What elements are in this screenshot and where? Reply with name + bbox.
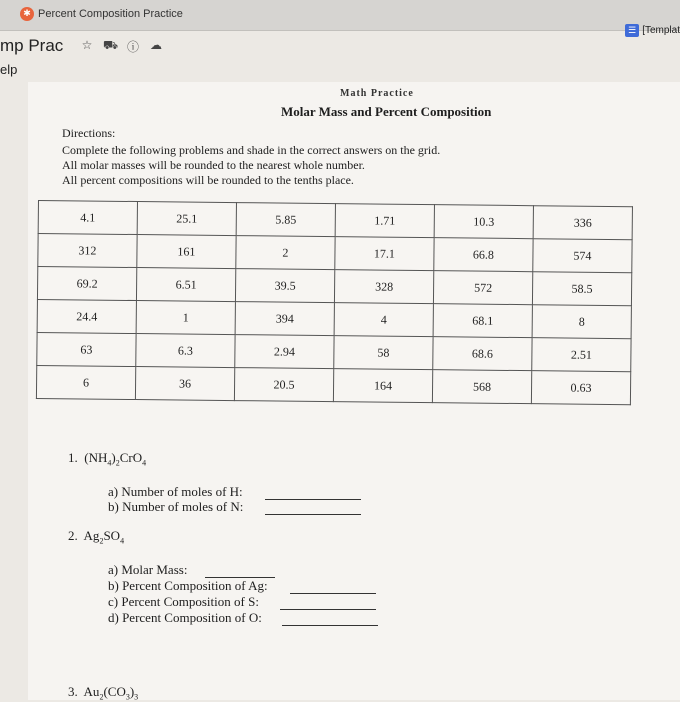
- grid-cell[interactable]: 394: [235, 302, 334, 336]
- template-label: [Templat: [642, 24, 680, 36]
- answer-line[interactable]: [290, 593, 376, 594]
- q1-part-a: a) Number of moles of H:: [108, 484, 243, 499]
- grid-cell[interactable]: 63: [37, 332, 136, 366]
- grid-cell[interactable]: 39.5: [235, 269, 334, 303]
- document-name[interactable]: mp Prac: [0, 36, 64, 55]
- answer-grid: [36, 200, 633, 405]
- grid-cell[interactable]: 4: [334, 303, 433, 337]
- question-number: 3.: [68, 684, 78, 699]
- question-number: 1.: [68, 450, 78, 465]
- worksheet-title: Molar Mass and Percent Composition: [281, 104, 492, 119]
- move-to-drive-icon[interactable]: ⛟: [103, 38, 119, 52]
- grid-cell[interactable]: 328: [334, 270, 433, 304]
- grid-cell[interactable]: 161: [137, 235, 236, 269]
- question-1: [68, 450, 146, 468]
- grid-cell[interactable]: 6.3: [136, 334, 235, 368]
- grid-cell[interactable]: 2: [236, 236, 335, 270]
- grid-cell[interactable]: 20.5: [234, 368, 333, 402]
- grid-cell[interactable]: 572: [433, 271, 532, 305]
- question-3: [68, 684, 138, 702]
- grid-cell[interactable]: 36: [135, 367, 234, 401]
- answer-line[interactable]: [282, 625, 378, 626]
- worksheet-subtitle: Math Practice: [340, 88, 414, 99]
- grid-cell[interactable]: 58: [334, 336, 433, 370]
- q2-part-c: c) Percent Composition of S:: [108, 594, 259, 609]
- directions-line: All molar masses will be rounded to the nearest whole number.: [62, 158, 365, 172]
- q2-part-b: b) Percent Composition of Ag:: [108, 578, 268, 593]
- q2-part-a: a) Molar Mass:: [108, 562, 188, 577]
- answer-line[interactable]: [280, 609, 376, 610]
- grid-cell[interactable]: 2.51: [532, 338, 631, 372]
- grid-cell[interactable]: 25.1: [137, 202, 236, 236]
- grid-cell[interactable]: 8: [532, 305, 631, 339]
- menu-help[interactable]: elp: [0, 62, 18, 77]
- grid-cell[interactable]: 69.2: [37, 267, 136, 301]
- grid-cell[interactable]: 6.51: [136, 268, 235, 302]
- grid-cell[interactable]: 2.94: [235, 335, 334, 369]
- template-button[interactable]: [625, 21, 680, 39]
- grid-cell[interactable]: 66.8: [434, 238, 533, 272]
- q1-part-b: b) Number of moles of N:: [108, 499, 244, 514]
- grid-cell[interactable]: 312: [38, 234, 137, 268]
- grid-cell[interactable]: 17.1: [335, 237, 434, 271]
- grid-cell[interactable]: 58.5: [532, 272, 631, 306]
- star-icon[interactable]: ☆: [81, 38, 93, 52]
- grid-cell[interactable]: 0.63: [531, 371, 630, 405]
- question-2: [68, 528, 124, 546]
- grid-cell[interactable]: 336: [533, 206, 632, 240]
- grid-cell[interactable]: 5.85: [236, 203, 335, 237]
- grid-cell[interactable]: 574: [533, 239, 632, 273]
- grid-cell[interactable]: 68.6: [433, 337, 532, 371]
- q1-formula: $(NH_4)_2CrO_4$: [84, 450, 147, 468]
- directions-line: Complete the following problems and shade in the correct answers on the grid.: [62, 143, 441, 157]
- grid-cell[interactable]: 24.4: [37, 299, 136, 333]
- doc-toolbar-icons: [80, 38, 163, 55]
- grid-cell[interactable]: 4.1: [38, 201, 137, 235]
- q2-part-d: d) Percent Composition of O:: [108, 610, 262, 625]
- grid-row: [36, 365, 630, 404]
- info-icon[interactable]: ⓘ: [126, 40, 139, 54]
- grid-cell[interactable]: 6: [36, 365, 135, 399]
- grid-cell[interactable]: 568: [432, 370, 531, 404]
- browser-top-bar: [0, 0, 680, 36]
- grid-cell[interactable]: 164: [333, 369, 432, 403]
- directions-heading: Directions:: [62, 126, 116, 140]
- cloud-status-icon[interactable]: ☁: [150, 38, 162, 52]
- app-logo-icon: ✱: [20, 7, 34, 21]
- grid-cell[interactable]: 1.71: [335, 204, 434, 238]
- grid-cell[interactable]: 1: [136, 301, 235, 335]
- question-number: 2.: [68, 528, 78, 543]
- answer-line[interactable]: [265, 514, 361, 515]
- q2-formula: $Ag_2SO_4$: [83, 528, 125, 546]
- q3-formula: $Au_2(CO_3)_3$: [83, 684, 139, 702]
- directions-line: All percent compositions will be rounded to the tenths place.: [62, 173, 354, 187]
- answer-line[interactable]: [265, 499, 361, 500]
- tab-title[interactable]: Percent Composition Practice: [38, 8, 183, 20]
- grid-cell[interactable]: 68.1: [433, 304, 532, 338]
- grid-cell[interactable]: 10.3: [434, 205, 533, 239]
- list-icon: ☰: [625, 24, 639, 37]
